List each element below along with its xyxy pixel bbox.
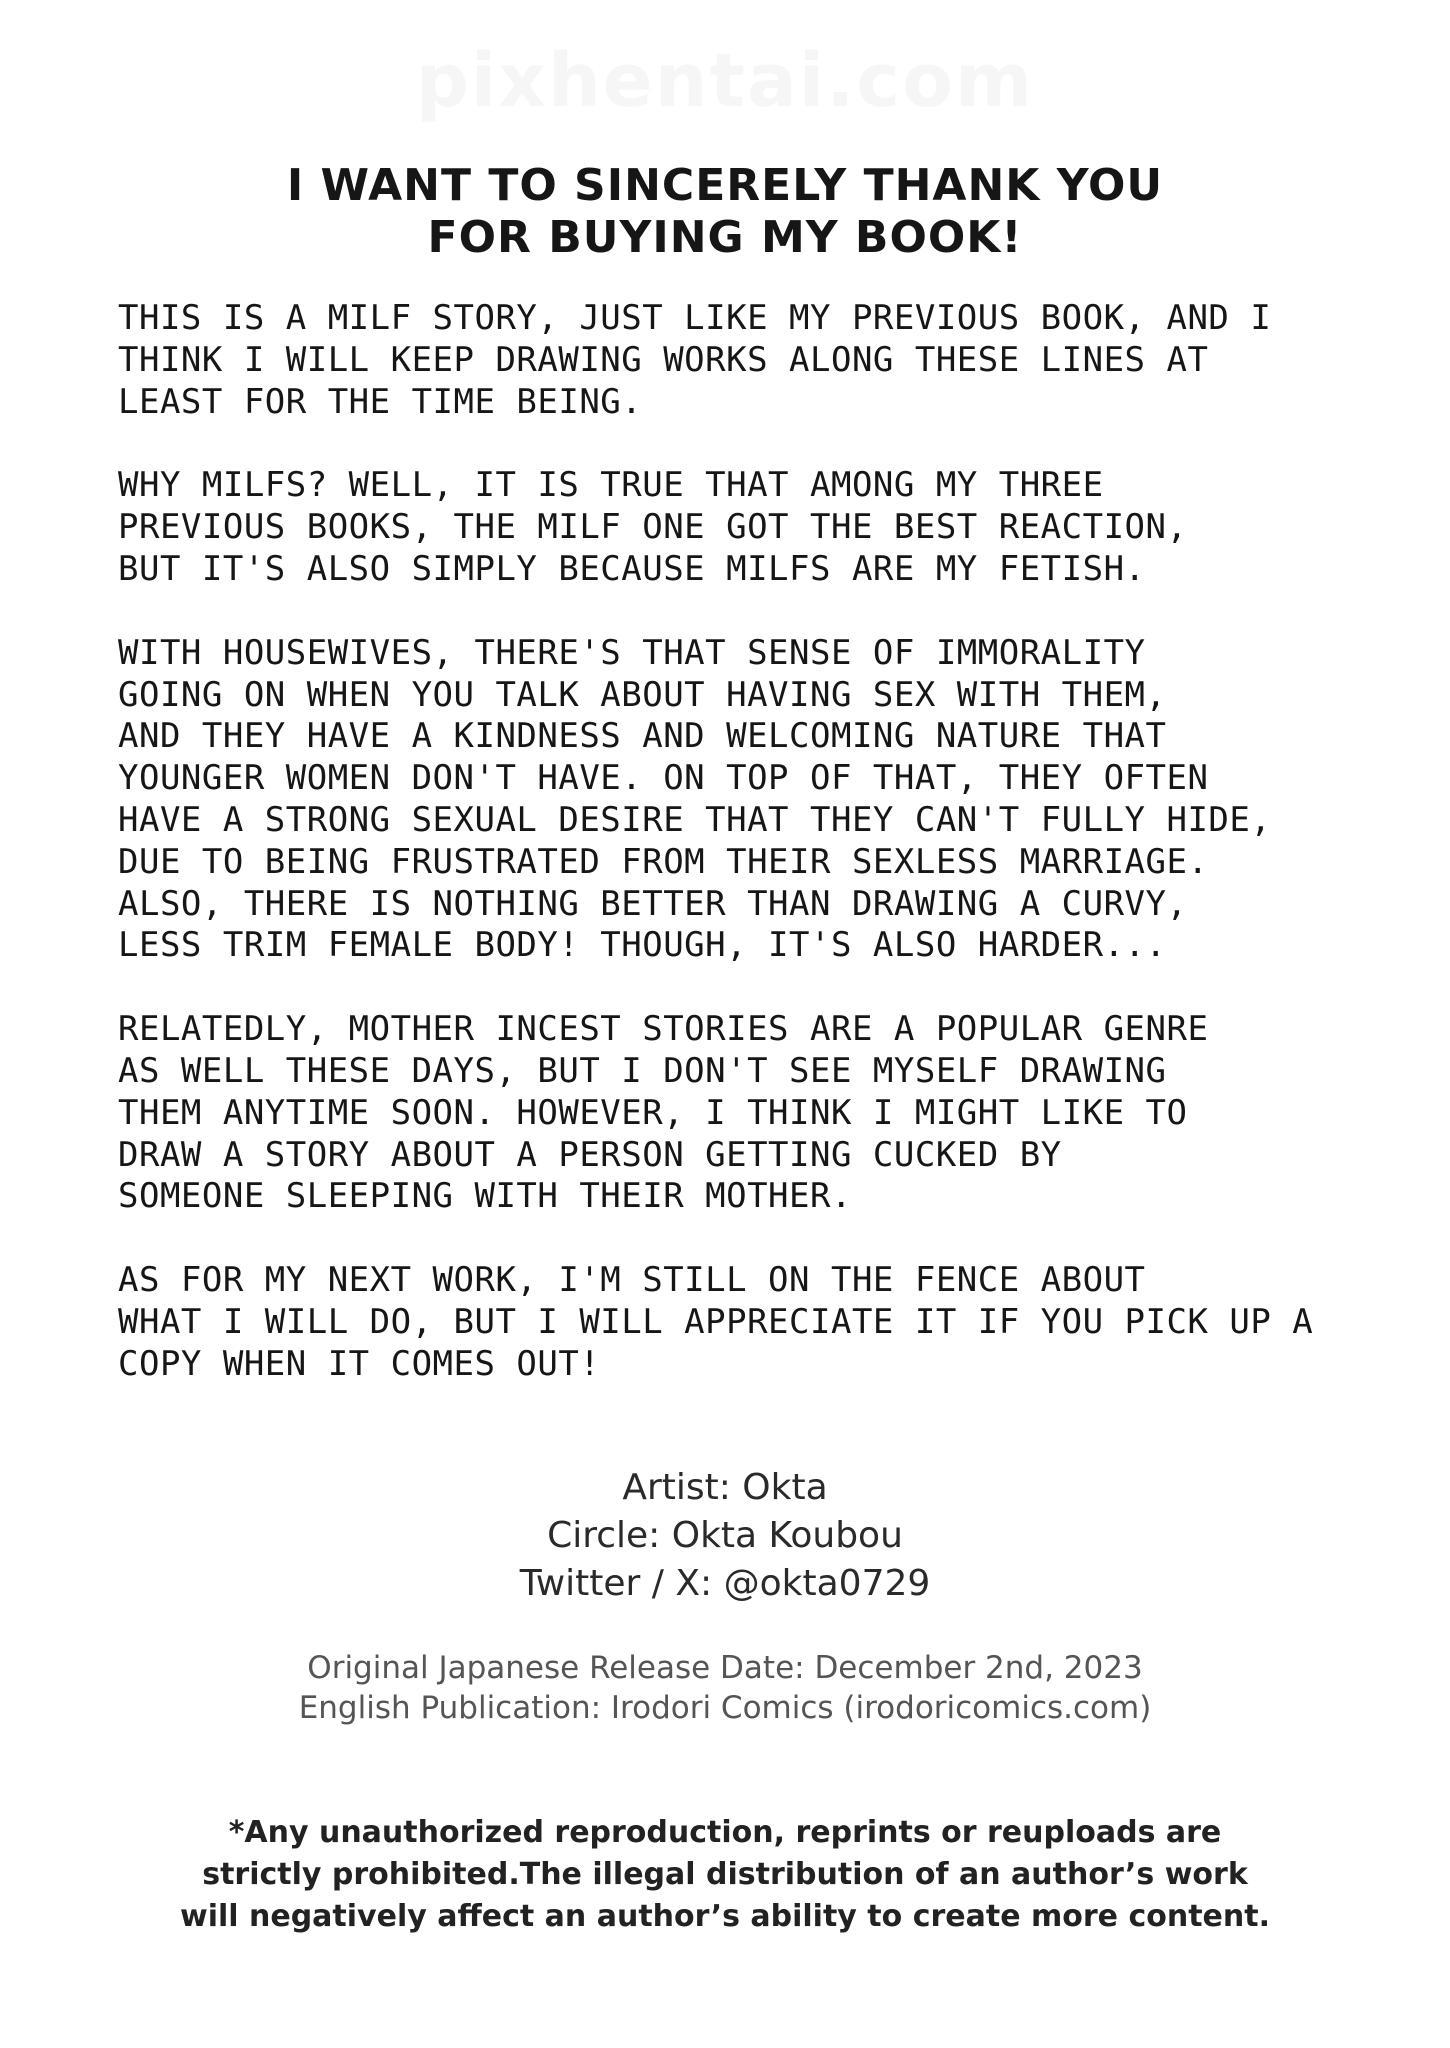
afterword-body xyxy=(118,298,1348,1428)
paragraph-3 xyxy=(118,633,1348,967)
text-line: THIS IS A MILF STORY, JUST LIKE MY PREVIOUS BOOK, AND I xyxy=(118,298,1272,338)
text-line: GOING ON WHEN YOU TALK ABOUT HAVING SEX WITH THEM, xyxy=(118,674,1167,715)
english-publication: English Publication: Irodori Comics (irodoricomics.com) xyxy=(298,1690,1152,1726)
page-title xyxy=(0,160,1450,264)
text-line: WITH HOUSEWIVES, THERE'S THAT SENSE OF IMMORALITY xyxy=(118,632,1146,673)
paragraph-5 xyxy=(118,1260,1348,1385)
text-line: LEAST FOR THE TIME BEING. xyxy=(118,381,643,422)
text-line: THINK I WILL KEEP DRAWING WORKS ALONG THESE LINES AT xyxy=(118,339,1209,380)
text-line: HAVE A STRONG SEXUAL DESIRE THAT THEY CAN'T FULLY HIDE, xyxy=(118,799,1272,840)
copyright-notice xyxy=(0,1812,1450,1938)
artist-credit: Artist: Okta xyxy=(622,1467,828,1508)
text-line: AS WELL THESE DAYS, BUT I DON'T SEE MYSELF DRAWING xyxy=(118,1050,1167,1091)
twitter-credit: Twitter / X: @okta0729 xyxy=(519,1563,931,1604)
text-line: WHAT I WILL DO, BUT I WILL APPRECIATE IT IF YOU PICK UP A xyxy=(118,1301,1314,1342)
text-line: DUE TO BEING FRUSTRATED FROM THEIR SEXLESS MARRIAGE. xyxy=(118,841,1209,882)
watermark: pixhentai.com xyxy=(415,38,1035,124)
title-line-1: I WANT TO SINCERELY THANK YOU xyxy=(286,160,1164,211)
original-release-date: Original Japanese Release Date: December 2nd, 2023 xyxy=(307,1650,1143,1686)
circle-credit: Circle: Okta Koubou xyxy=(547,1515,903,1556)
text-line: PREVIOUS BOOKS, THE MILF ONE GOT THE BEST REACTION, xyxy=(118,507,1188,548)
text-line: COPY WHEN IT COMES OUT! xyxy=(118,1343,601,1384)
text-line: AS FOR MY NEXT WORK, I'M STILL ON THE FENCE ABOUT xyxy=(118,1260,1146,1301)
text-line: AND THEY HAVE A KINDNESS AND WELCOMING NATURE THAT xyxy=(118,716,1167,757)
notice-line-3: will negatively affect an author’s ability to create more content. xyxy=(179,1899,1270,1934)
notice-line-1: *Any unauthorized reproduction, reprints or reuploads are xyxy=(228,1815,1222,1850)
notice-line-2: strictly prohibited.The illegal distribution of an author’s work xyxy=(202,1857,1248,1892)
text-line: SOMEONE SLEEPING WITH THEIR MOTHER. xyxy=(118,1176,852,1217)
text-line: RELATEDLY, MOTHER INCEST STORIES ARE A POPULAR GENRE xyxy=(118,1009,1209,1050)
text-line: LESS TRIM FEMALE BODY! THOUGH, IT'S ALSO HARDER... xyxy=(118,925,1167,966)
paragraph-1 xyxy=(118,298,1348,423)
paragraph-2 xyxy=(118,465,1348,590)
release-info xyxy=(0,1648,1450,1728)
paragraph-4 xyxy=(118,1009,1348,1218)
text-line: ALSO, THERE IS NOTHING BETTER THAN DRAWING A CURVY, xyxy=(118,883,1188,924)
credits xyxy=(0,1464,1450,1608)
text-line: WHY MILFS? WELL, IT IS TRUE THAT AMONG MY THREE xyxy=(118,465,1104,506)
text-line: THEM ANYTIME SOON. HOWEVER, I THINK I MIGHT LIKE TO xyxy=(118,1092,1188,1133)
title-line-2: FOR BUYING MY BOOK! xyxy=(427,212,1023,263)
text-line: BUT IT'S ALSO SIMPLY BECAUSE MILFS ARE MY FETISH. xyxy=(118,548,1146,589)
text-line: YOUNGER WOMEN DON'T HAVE. ON TOP OF THAT, THEY OFTEN xyxy=(118,758,1209,799)
text-line: DRAW A STORY ABOUT A PERSON GETTING CUCKED BY xyxy=(118,1134,1062,1175)
